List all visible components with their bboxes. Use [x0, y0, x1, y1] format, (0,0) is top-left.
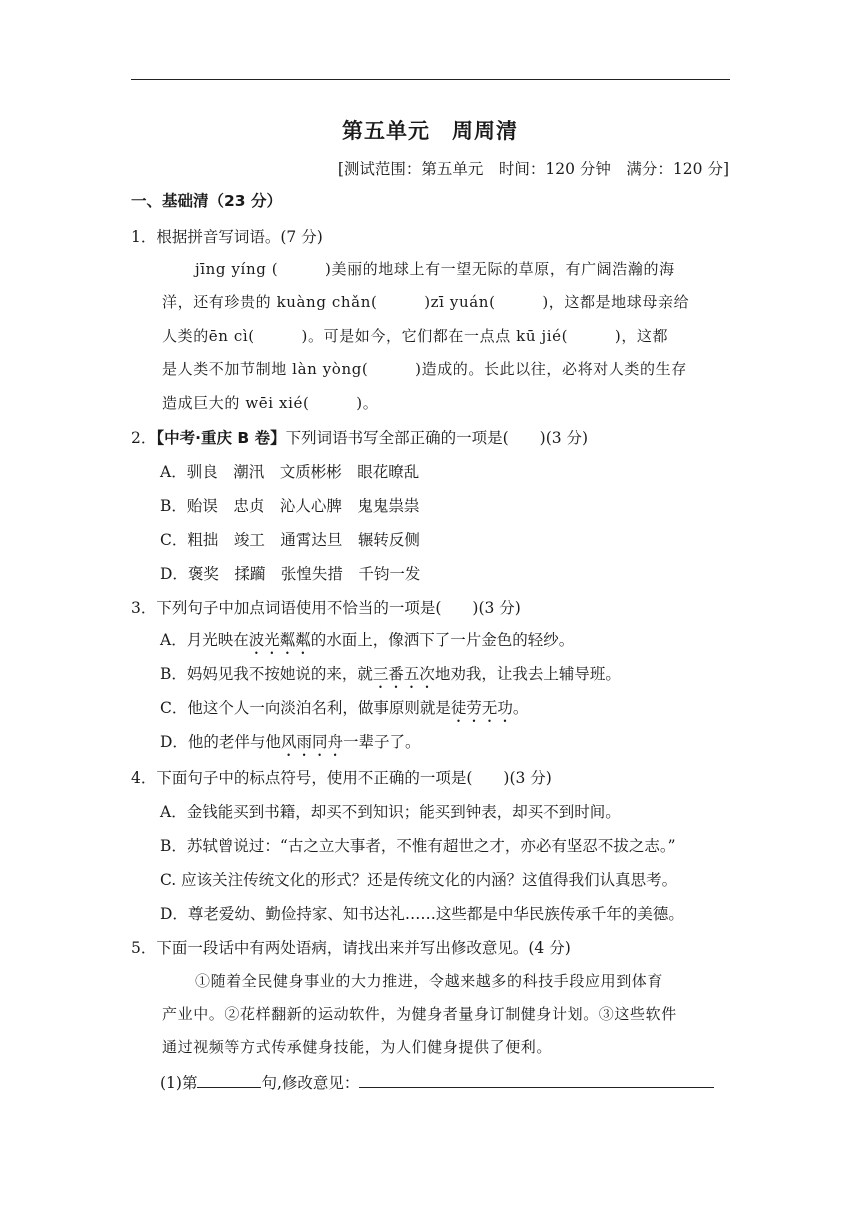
test-scope: [测试范围：第五单元 时间：120 分钟 满分：120 分] [337, 160, 729, 178]
q1-line-4: 是人类不加节制地 làn yòng( )造成的。长此以往，必将对人类的生存 [162, 360, 687, 378]
q3-b-dotted-word: 三番五次 [372, 665, 435, 683]
page-title: 第五单元 周周清 [342, 119, 518, 143]
q5-sentence-blank[interactable] [197, 1073, 261, 1088]
question-2-stem [131, 426, 588, 448]
q5-answer-label: 句,修改意见： [261, 1074, 360, 1092]
q1-line-5: 造成巨大的 wēi xié( )。 [162, 394, 379, 412]
q5-revision-blank[interactable] [359, 1073, 714, 1088]
q4-option-a: A．金钱能买到书籍，却买不到知识；能买到钟表，却买不到时间。 [160, 803, 621, 821]
section-heading: 一、基础清（23 分） [131, 192, 282, 210]
question-3-stem: 3．下列句子中加点词语使用不恰当的一项是( )(3 分) [131, 599, 521, 617]
q3-d-text-end: 一辈子了。 [342, 733, 421, 751]
question-5-stem: 5．下面一段话中有两处语病，请找出来并写出修改意见。(4 分) [131, 939, 571, 957]
q3-c-dotted-word: 徒劳无功 [450, 699, 513, 717]
q2-option-c: C．粗拙 竣工 通霄达旦 辗转反侧 [160, 531, 420, 549]
q1-line-2: 洋，还有珍贵的 kuàng chǎn( )zī yuán( )，这都是地球母亲给 [162, 293, 690, 311]
q4-option-d: D．尊老爱幼、勤俭持家、知书达礼……这些都是中华民族传承千年的美德。 [160, 905, 684, 923]
q2-option-d: D．褒奖 揉躏 张惶失措 千钧一发 [160, 565, 421, 583]
q3-a-dotted-word: 波光粼粼 [248, 631, 311, 649]
q1-line-1: jīng yíng ( )美丽的地球上有一望无际的草原，有广阔浩瀚的海 [195, 260, 675, 278]
q2-stem-text: 下列词语书写全部正确的一项是( )(3 分) [285, 429, 589, 447]
q2-source-tag: 【中考·重庆 B 卷】 [156, 429, 286, 447]
q3-a-text-end: 的水面上，像洒下了一片金色的轻纱。 [310, 631, 575, 649]
q3-b-text-end: 地劝我，让我去上辅导班。 [434, 665, 621, 683]
q5-line-1: ①随着全民健身事业的大力推进，令越来越多的科技手段应用到体育 [195, 972, 664, 990]
q3-c-text: C．他这个人一向淡泊名利，做事原则就是 [160, 699, 451, 717]
q5-answer-line [160, 1071, 714, 1093]
q3-d-text: D．他的老伴与他 [160, 733, 281, 751]
q2-number: 2． [131, 429, 157, 447]
question-4-stem: 4．下面句子中的标点符号，使用不正确的一项是( )(3 分) [131, 769, 552, 787]
q5-answer-prefix: (1)第 [160, 1074, 198, 1092]
q1-line-3: 人类的ēn cì( )。可是如今，它们都在一点点 kū jié( )，这都 [162, 327, 669, 345]
q3-d-dotted-word: 风雨同舟 [280, 733, 343, 751]
q3-option-d [160, 730, 420, 760]
q5-line-2: 产业中。②花样翻新的运动软件，为健身者量身订制健身计划。③这些软件 [162, 1005, 677, 1023]
q2-option-a: A．驯良 潮汛 文质彬彬 眼花暸乱 [160, 463, 420, 481]
q3-c-text-end: 。 [512, 699, 529, 717]
question-1-stem: 1．根据拼音写词语。(7 分) [131, 228, 323, 246]
q3-option-c [160, 696, 528, 726]
q3-a-text: A．月光映在 [160, 631, 249, 649]
q3-option-a [160, 628, 574, 658]
q4-option-c: C. 应该关注传统文化的形式？还是传统文化的内涵？这值得我们认真思考。 [160, 871, 678, 889]
q5-line-3: 通过视频等方式传承健身技能，为人们健身提供了便利。 [162, 1038, 553, 1056]
top-rule [131, 79, 730, 80]
q4-option-b: B．苏轼曾说过：“古之立大事者，不惟有超世之才，亦必有坚忍不拔之志。” [160, 837, 676, 855]
q3-option-b [160, 662, 621, 692]
q2-option-b: B．贻误 忠贞 沁人心脾 鬼鬼祟祟 [160, 497, 420, 515]
q3-b-text: B．妈妈见我不按她说的来，就 [160, 665, 373, 683]
